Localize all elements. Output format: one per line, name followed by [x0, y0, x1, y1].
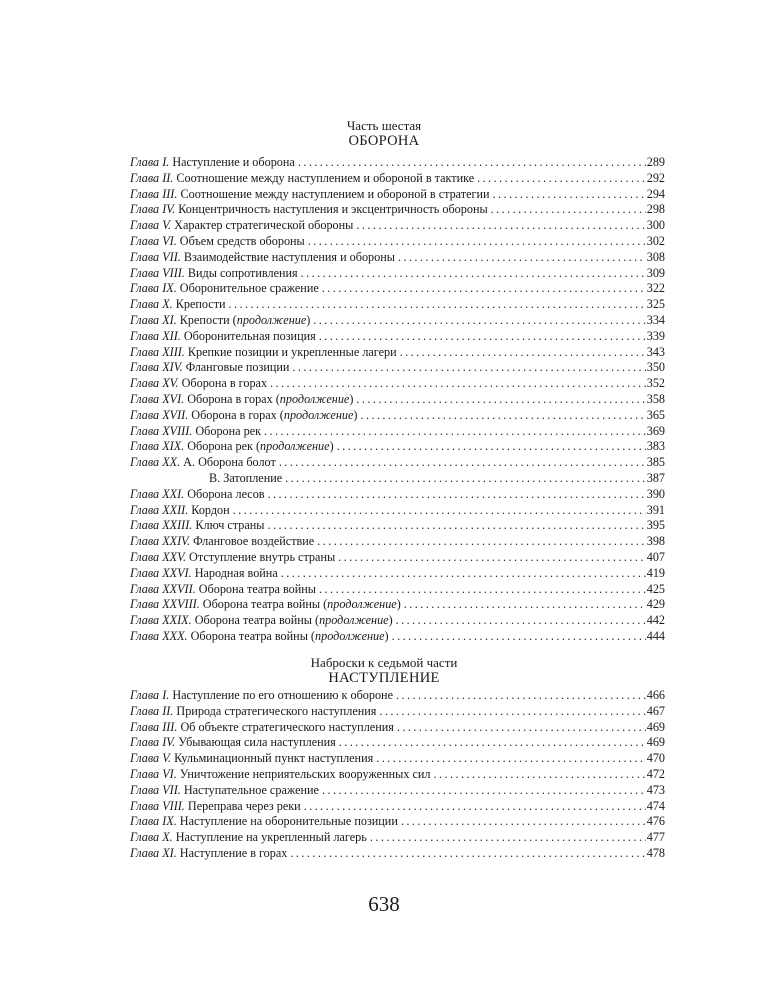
- dot-leader: [264, 424, 646, 440]
- dot-leader: [400, 345, 646, 361]
- chapter-title: Ключ страны: [195, 518, 265, 533]
- toc-entry: [130, 688, 665, 704]
- part6-subtitle: Часть шестая: [346, 118, 422, 133]
- dot-leader: [491, 202, 646, 218]
- chapter-number: Глава XVIII.: [130, 423, 193, 438]
- toc-entry-label: [130, 629, 389, 645]
- chapter-number: Глава XIII.: [130, 344, 185, 359]
- chapter-title-suffix: ): [306, 312, 311, 327]
- toc-entry-label: [130, 455, 276, 471]
- page-number: 292: [646, 170, 665, 185]
- chapter-number: Глава XXIV.: [130, 534, 191, 549]
- page-number: 391: [646, 502, 665, 517]
- toc-entry: [130, 629, 665, 645]
- toc-entry-label: [130, 735, 336, 751]
- chapter-title: Оборона театра войны (: [190, 628, 315, 643]
- dot-leader: [493, 187, 646, 203]
- chapter-number: Глава X.: [130, 297, 173, 312]
- chapter-title: Соотношение между наступлением и обороной в стратегии: [180, 186, 490, 201]
- chapter-title: Оборона рек (: [187, 439, 261, 454]
- chapter-title: Кульминационный пункт наступления: [174, 751, 374, 766]
- chapter-title: Оборона театра войны: [198, 581, 316, 596]
- chapter-title: Крепости: [175, 297, 226, 312]
- page-number: 308: [646, 249, 665, 264]
- chapter-title: Убывающая сила наступления: [178, 735, 336, 750]
- dot-leader: [401, 814, 646, 830]
- page-number: 358: [646, 391, 665, 406]
- page-number: 383: [646, 439, 665, 454]
- page-number: 425: [646, 581, 665, 596]
- chapter-number: Глава II.: [130, 703, 174, 718]
- toc-entry: [130, 439, 665, 455]
- dot-leader: [370, 830, 646, 846]
- chapter-title: Оборонительная позиция: [183, 328, 316, 343]
- toc-entry: [130, 360, 665, 376]
- page-number: 300: [646, 218, 665, 233]
- chapter-number: Глава IX.: [130, 281, 177, 296]
- dot-leader: [337, 439, 646, 455]
- toc-entry: [130, 720, 665, 736]
- dot-leader: [339, 735, 646, 751]
- toc-entry-label: [130, 613, 393, 629]
- dot-leader: [279, 455, 646, 471]
- toc-entry: [130, 783, 665, 799]
- toc-entry-label: [130, 566, 278, 582]
- toc-entry-label: [130, 360, 289, 376]
- chapter-number: Глава VIII.: [130, 798, 185, 813]
- chapter-number: Глава II.: [130, 170, 174, 185]
- toc-entry-label: [130, 751, 373, 767]
- toc-entry-label: [130, 767, 430, 783]
- chapter-number: Глава IV.: [130, 202, 176, 217]
- chapter-number: Глава IV.: [130, 735, 176, 750]
- toc-entry-label: [130, 783, 319, 799]
- toc-entry: [130, 471, 665, 487]
- chapter-title-suffix: ): [388, 613, 393, 628]
- chapter-number: Глава XIV.: [130, 360, 183, 375]
- dot-leader: [292, 360, 645, 376]
- dot-leader: [319, 582, 646, 598]
- page-number: 473: [646, 782, 665, 797]
- chapter-number: Глава XI.: [130, 845, 177, 860]
- chapter-title-suffix: ): [396, 597, 401, 612]
- dot-leader: [396, 688, 646, 704]
- chapter-number: Глава XXIX.: [130, 613, 192, 628]
- chapter-number: Глава XXII.: [130, 502, 189, 517]
- page-number: 352: [646, 376, 665, 391]
- chapter-title: Оборона в горах: [181, 376, 268, 391]
- toc-entry: [130, 329, 665, 345]
- page-number: 469: [646, 719, 665, 734]
- dot-leader: [396, 613, 646, 629]
- toc-entry: [130, 566, 665, 582]
- chapter-title-suffix: ): [349, 391, 354, 406]
- chapter-number: Глава VII.: [130, 249, 181, 264]
- toc-entry-label: [130, 376, 267, 392]
- toc-entry-label: [130, 830, 367, 846]
- part6-title: ОБОРОНА: [348, 133, 420, 149]
- chapter-number: Глава V.: [130, 751, 172, 766]
- page-number: 339: [646, 328, 665, 343]
- page-number: 385: [646, 455, 665, 470]
- chapter-number: Глава IX.: [130, 814, 177, 829]
- toc-entry-label: [130, 218, 353, 234]
- chapter-title: Природа стратегического наступления: [176, 703, 377, 718]
- toc-entry-label: [130, 297, 226, 313]
- page-number: 325: [646, 297, 665, 312]
- toc-entry-label: [130, 281, 319, 297]
- toc-entry-label: [130, 234, 305, 250]
- toc-entry-label: [130, 814, 398, 830]
- chapter-title: Фланговые позиции: [185, 360, 290, 375]
- dot-leader: [338, 550, 646, 566]
- toc-entry-label: [130, 345, 397, 361]
- chapter-number: Глава III.: [130, 186, 178, 201]
- chapter-title-suffix: ): [353, 407, 358, 422]
- chapter-number: Глава XIX.: [130, 439, 185, 454]
- toc-entry-label: [130, 187, 490, 203]
- dot-leader: [268, 487, 646, 503]
- dot-leader: [270, 376, 646, 392]
- toc-entry: [130, 518, 665, 534]
- dot-leader: [268, 518, 646, 534]
- toc-entry: [130, 767, 665, 783]
- page-number: 294: [646, 186, 665, 201]
- page-number: 334: [646, 312, 665, 327]
- toc-entry-label: [130, 424, 261, 440]
- toc-entry: [130, 155, 665, 171]
- toc-entry: [130, 250, 665, 266]
- chapter-number: Глава XXVIII.: [130, 597, 200, 612]
- toc-entry: [130, 424, 665, 440]
- toc-entry: [130, 735, 665, 751]
- page-number: 478: [646, 845, 665, 860]
- toc-entry: [130, 345, 665, 361]
- chapter-number: Глава X.: [130, 830, 173, 845]
- chapter-number: Глава I.: [130, 688, 170, 702]
- toc-entry-label: [130, 250, 395, 266]
- page-number: 298: [646, 202, 665, 217]
- page-number: 467: [646, 703, 665, 718]
- toc-entry: [130, 582, 665, 598]
- page-number: 419: [646, 565, 665, 580]
- toc-entry: [130, 266, 665, 282]
- chapter-number: Глава XI.: [130, 312, 177, 327]
- toc-entry-label: [130, 550, 335, 566]
- dot-leader: [304, 799, 646, 815]
- chapter-title: Оборонительное сражение: [179, 281, 319, 296]
- page-number: 350: [646, 360, 665, 375]
- toc-entry-label: [130, 392, 353, 408]
- dot-leader: [376, 751, 646, 767]
- toc-entry-label: [130, 266, 298, 282]
- chapter-title: Оборона в горах (: [191, 407, 284, 422]
- toc-entry: [130, 218, 665, 234]
- chapter-title: Наступление и оборона: [172, 155, 295, 169]
- page-number: 476: [646, 814, 665, 829]
- chapter-number: Глава XXVI.: [130, 565, 192, 580]
- toc-entry-label: [130, 846, 287, 862]
- page-number: 466: [646, 688, 665, 702]
- dot-leader: [301, 266, 646, 282]
- dot-leader: [317, 534, 646, 550]
- page-number: 387: [646, 470, 665, 485]
- chapter-title: Наступление на оборонительные позиции: [179, 814, 398, 829]
- dot-leader: [322, 783, 646, 799]
- chapter-title: Характер стратегической обороны: [174, 218, 354, 233]
- page-number: 444: [646, 628, 665, 643]
- dot-leader: [308, 234, 646, 250]
- chapter-title-suffix: ): [384, 628, 389, 643]
- chapter-title-italic: продолжение: [327, 597, 397, 612]
- chapter-title: Переправа через реки: [187, 798, 301, 813]
- dot-leader: [392, 629, 646, 645]
- page-number: 322: [646, 281, 665, 296]
- toc-entry: [130, 550, 665, 566]
- chapter-number: Глава XVII.: [130, 407, 189, 422]
- chapter-title: Оборона лесов: [187, 486, 265, 501]
- chapter-title: В. Затопление: [209, 470, 283, 485]
- page-number: 302: [646, 233, 665, 248]
- dot-leader: [319, 329, 646, 345]
- toc-entry: [130, 814, 665, 830]
- toc-entry-label: [130, 408, 357, 424]
- chapter-number: Глава XXX.: [130, 628, 188, 643]
- dot-leader: [356, 218, 645, 234]
- part7-title: НАСТУПЛЕНИЕ: [328, 670, 440, 686]
- chapter-title: Оборона рек: [195, 423, 262, 438]
- part6-heading: [0, 118, 768, 150]
- chapter-title: Об объекте стратегического наступления: [180, 719, 394, 734]
- part7-heading: [0, 655, 768, 687]
- toc-entry: [130, 313, 665, 329]
- chapter-title: Наступательное сражение: [183, 782, 319, 797]
- toc-entry: [130, 455, 665, 471]
- toc-entry: [130, 408, 665, 424]
- toc-entry: [130, 171, 665, 187]
- chapter-title-italic: продолжение: [260, 439, 330, 454]
- chapter-title: Наступление по его отношению к обороне: [172, 688, 393, 702]
- toc-entry-label: [130, 597, 401, 613]
- dot-leader: [298, 155, 646, 171]
- chapter-title: Соотношение между наступлением и обороной в тактике: [176, 170, 475, 185]
- toc-entry: [130, 234, 665, 250]
- toc-entry-label: [130, 471, 282, 487]
- dot-leader: [356, 392, 645, 408]
- toc-entry: [130, 202, 665, 218]
- toc-entry: [130, 613, 665, 629]
- toc-entry-label: [130, 503, 230, 519]
- part7-subtitle: Наброски к седьмой части: [310, 655, 458, 670]
- chapter-title: Концентричность наступления и эксцентричность обороны: [178, 202, 488, 217]
- page-number: 369: [646, 423, 665, 438]
- page-number: 289: [646, 155, 665, 169]
- dot-leader: [229, 297, 646, 313]
- toc-entry-label: [130, 487, 265, 503]
- toc-entry-label: [130, 171, 474, 187]
- chapter-title: Виды сопротивления: [187, 265, 298, 280]
- chapter-title-italic: продолжение: [283, 407, 354, 422]
- dot-leader: [322, 281, 646, 297]
- dot-leader: [398, 250, 646, 266]
- toc-entry-label: [130, 439, 334, 455]
- toc-entry: [130, 376, 665, 392]
- page-number: 407: [646, 549, 665, 564]
- chapter-title-italic: продолжение: [315, 628, 385, 643]
- toc-entry: [130, 503, 665, 519]
- chapter-number: Глава I.: [130, 155, 170, 169]
- chapter-number: Глава XVI.: [130, 391, 185, 406]
- page-number-folio: 638: [368, 892, 400, 916]
- chapter-title: Оборона театра войны (: [194, 613, 320, 628]
- chapter-title: Фланговое воздействие: [193, 534, 315, 549]
- chapter-number: Глава VI.: [130, 766, 177, 781]
- chapter-title: Наступление в горах: [179, 845, 288, 860]
- chapter-number: Глава III.: [130, 719, 178, 734]
- toc-entry: [130, 392, 665, 408]
- dot-leader: [290, 846, 645, 862]
- dot-leader: [404, 597, 646, 613]
- chapter-title: Взаимодействие наступления и обороны: [183, 249, 395, 264]
- chapter-number: Глава XX.: [130, 455, 181, 470]
- page-number: 365: [646, 407, 665, 422]
- toc-entry: [130, 534, 665, 550]
- chapter-number: Глава XII.: [130, 328, 181, 343]
- toc-entry-label: [130, 518, 265, 534]
- chapter-title: Отступление внутрь страны: [189, 549, 336, 564]
- toc-entry: [130, 830, 665, 846]
- toc-entry: [130, 799, 665, 815]
- toc-entry-label: [130, 688, 393, 704]
- page-number: 470: [646, 751, 665, 766]
- dot-leader: [379, 704, 645, 720]
- chapter-title: А. Оборона болот: [183, 455, 276, 470]
- toc-entry: [130, 846, 665, 862]
- page-number: 472: [646, 766, 665, 781]
- part7-toc-list: [130, 688, 665, 862]
- page-number: 398: [646, 534, 665, 549]
- toc-entry: [130, 704, 665, 720]
- dot-leader: [397, 720, 646, 736]
- dot-leader: [433, 767, 645, 783]
- part6-toc-list: [130, 155, 665, 645]
- chapter-number: Глава VI.: [130, 233, 177, 248]
- toc-entry: [130, 597, 665, 613]
- dot-leader: [477, 171, 646, 187]
- toc-entry: [130, 751, 665, 767]
- chapter-number: Глава XXI.: [130, 486, 185, 501]
- toc-entry-label: [130, 799, 301, 815]
- chapter-number: Глава XV.: [130, 376, 179, 391]
- page-number: 442: [646, 613, 665, 628]
- chapter-title: Уничтожение неприятельских вооруженных сил: [179, 766, 431, 781]
- page-number: 429: [646, 597, 665, 612]
- dot-leader: [313, 313, 645, 329]
- page-number: 474: [646, 798, 665, 813]
- dot-leader: [233, 503, 646, 519]
- toc-entry: [130, 297, 665, 313]
- page-number: 469: [646, 735, 665, 750]
- chapter-title: Крепкие позиции и укрепленные лагери: [187, 344, 397, 359]
- chapter-number: Глава VIII.: [130, 265, 185, 280]
- dot-leader: [281, 566, 646, 582]
- toc-entry-label: [130, 704, 376, 720]
- page-number: 309: [646, 265, 665, 280]
- chapter-title: Наступление на укрепленный лагерь: [175, 830, 367, 845]
- toc-entry-label: [130, 534, 314, 550]
- chapter-title: Крепости (: [179, 312, 237, 327]
- chapter-title: Оборона в горах (: [187, 391, 280, 406]
- chapter-title: Оборона театра войны (: [202, 597, 328, 612]
- page-number: 390: [646, 486, 665, 501]
- toc-entry-label: [130, 155, 295, 171]
- chapter-number: Глава XXV.: [130, 549, 186, 564]
- toc-entry-label: [130, 313, 310, 329]
- page-number: 477: [646, 830, 665, 845]
- chapter-title-italic: продолжение: [236, 312, 307, 327]
- chapter-title-italic: продолжение: [319, 613, 389, 628]
- chapter-title: Кордон: [191, 502, 230, 517]
- chapter-number: Глава V.: [130, 218, 172, 233]
- toc-entry: [130, 487, 665, 503]
- chapter-title: Объем средств обороны: [179, 233, 305, 248]
- chapter-number: Глава XXIII.: [130, 518, 193, 533]
- chapter-number: Глава XXVII.: [130, 581, 196, 596]
- page-number: 343: [646, 344, 665, 359]
- chapter-title-italic: продолжение: [279, 391, 350, 406]
- dot-leader: [360, 408, 645, 424]
- dot-leader: [285, 471, 646, 487]
- toc-entry-label: [130, 720, 394, 736]
- chapter-number: Глава VII.: [130, 782, 181, 797]
- toc-entry-label: [130, 329, 316, 345]
- toc-entry: [130, 281, 665, 297]
- chapter-title: Народная война: [194, 565, 278, 580]
- toc-entry: [130, 187, 665, 203]
- chapter-title-suffix: ): [329, 439, 334, 454]
- toc-entry-label: [130, 582, 316, 598]
- page-number: 395: [646, 518, 665, 533]
- toc-entry-label: [130, 202, 488, 218]
